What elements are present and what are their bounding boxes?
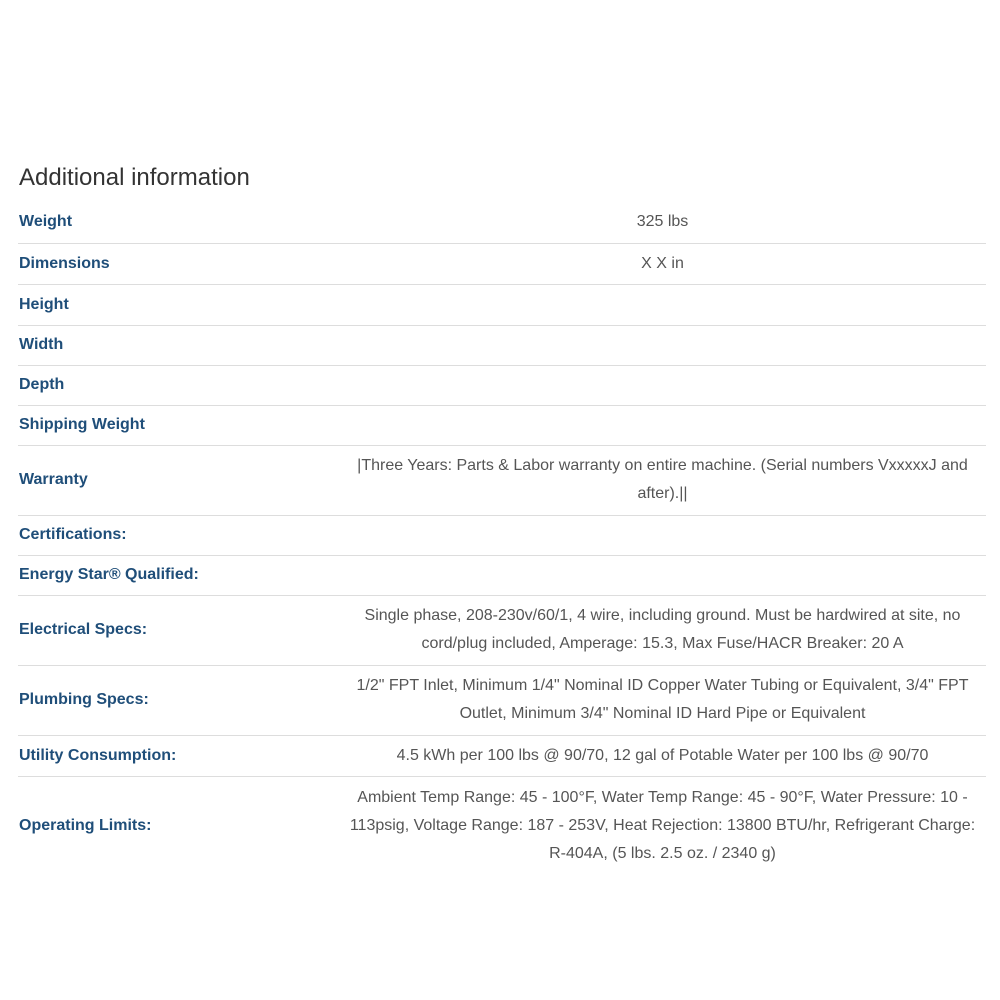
spec-row-height (18, 284, 986, 325)
spec-value: 4.5 kWh per 100 lbs @ 90/70, 12 gal of Potable Water per 100 lbs @ 90/70 (396, 746, 929, 764)
spec-value: Single phase, 208-230v/60/1, 4 wire, including ground. Must be hardwired at site, no cord/plug included, Amperage: 15.3, Max Fuse/HACR Breaker: 20 A (364, 607, 961, 652)
spec-value (339, 325, 986, 365)
spec-value: X X in (641, 254, 684, 272)
section-title: Additional information (19, 164, 250, 191)
spec-value: Ambient Temp Range: 45 - 100°F, Water Temp Range: 45 - 90°F, Water Pressure: 10 - 113psig, Voltage Range: 187 - 253V, Heat Rejection: 13800 BTU/hr, Refrigerant Charge: R-404A, (5 lbs. 2.5 oz. / 2340 g) (349, 789, 976, 863)
spec-label: Utility Consumption: (19, 746, 177, 764)
spec-value (339, 284, 986, 325)
spec-value: |Three Years: Parts & Labor warranty on entire machine. (Serial numbers VxxxxxJ and after).|| (357, 457, 968, 502)
spec-label: Depth (19, 376, 65, 393)
spec-row-depth (18, 365, 986, 405)
spec-value (339, 515, 986, 555)
spec-row-width (18, 325, 986, 365)
spec-value: 1/2" FPT Inlet, Minimum 1/4" Nominal ID Copper Water Tubing or Equivalent, 3/4" FPT Outlet, Minimum 3/4" Nominal ID Hard Pipe or Equivalent (356, 677, 969, 722)
spec-value (339, 405, 986, 445)
spec-label: Weight (19, 213, 73, 231)
spec-label: Electrical Specs: (19, 621, 148, 638)
spec-label: Plumbing Specs: (19, 691, 149, 708)
spec-row-warranty (18, 445, 986, 515)
spec-label: Shipping Weight (19, 416, 145, 433)
spec-row-dimensions (18, 243, 986, 284)
additional-information-section (18, 160, 986, 876)
spec-label: Certifications: (19, 526, 127, 543)
spec-row-plumbing (18, 665, 986, 735)
spec-value (339, 365, 986, 405)
spec-row-certifications (18, 515, 986, 555)
spec-row-weight (18, 202, 986, 243)
spec-label: Warranty (19, 471, 88, 488)
spec-label: Dimensions (19, 254, 110, 272)
spec-label: Width (19, 336, 64, 353)
spec-value: 325 lbs (636, 213, 689, 231)
specs-table (18, 202, 986, 876)
spec-value (339, 555, 986, 595)
spec-label: Operating Limits: (19, 817, 152, 835)
spec-row-electrical (18, 595, 986, 665)
spec-row-operating-limits (18, 776, 986, 876)
spec-label: Height (19, 295, 69, 313)
spec-row-utility-consumption (18, 735, 986, 776)
spec-row-shipping-weight (18, 405, 986, 445)
spec-row-energy-star (18, 555, 986, 595)
spec-label: Energy Star® Qualified: (19, 566, 199, 583)
